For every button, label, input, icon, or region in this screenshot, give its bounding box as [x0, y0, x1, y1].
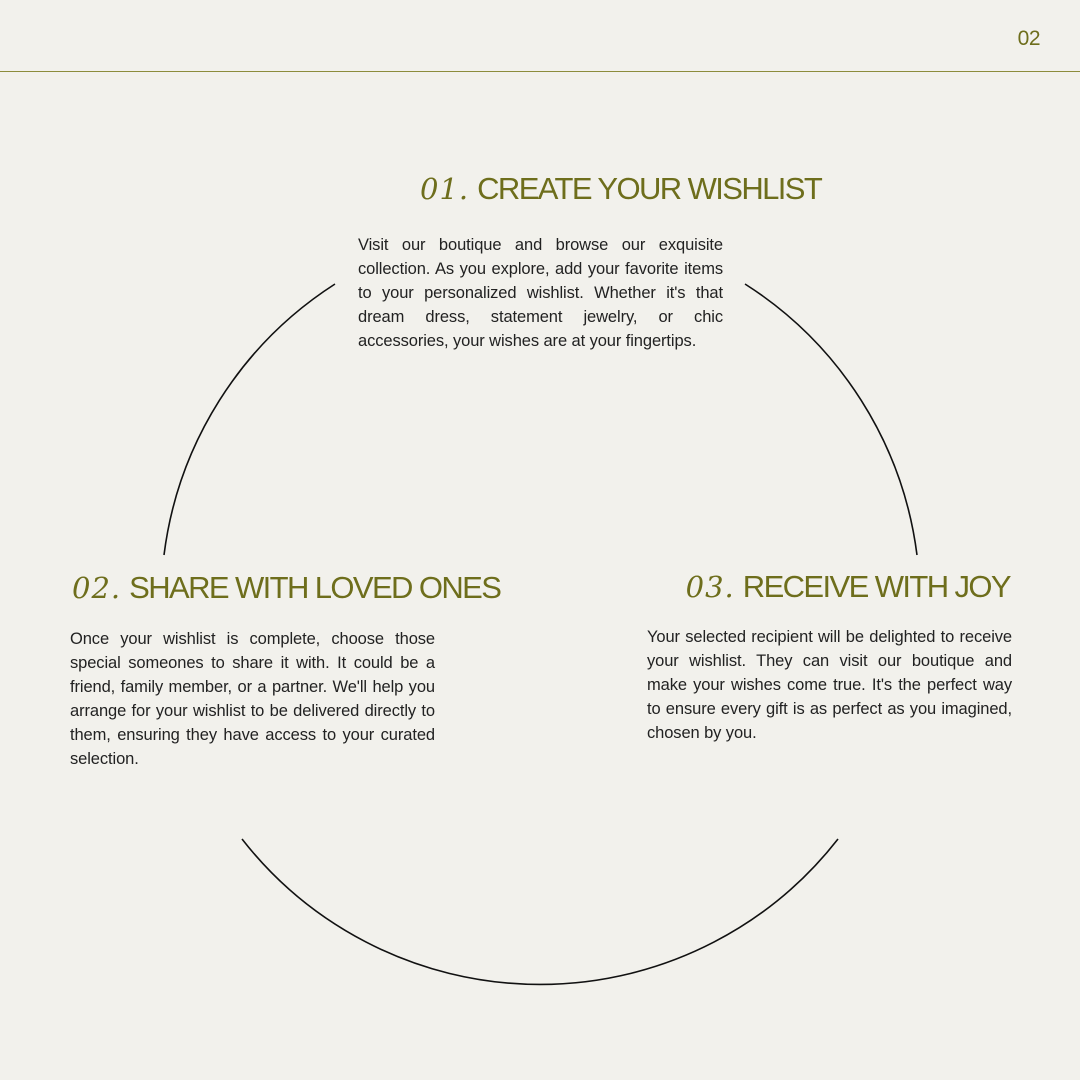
step2-description: Once your wishlist is complete, choose those special someones to share it with. It could be a friend, family member, or a partner. We'll help you arrange for your wishlist to be delivered directly to them, ensuring they have access to your curated selection. — [70, 630, 435, 768]
arc-step1-to-step2 — [164, 284, 335, 555]
step3-number: 03. — [685, 570, 735, 604]
step2-title: SHARE WITH LOVED ONES — [129, 570, 501, 605]
step1-description: Visit our boutique and browse our exquisite collection. As you explore, add your favorite items to your personalized wishlist. Whether it's that dream dress, statement jewelry, or chic accessories, your wishes are at your fingertips. — [358, 236, 723, 350]
step3-heading — [686, 571, 1010, 602]
arc-step1-to-step3 — [745, 284, 917, 555]
step1-number: 01. — [420, 172, 470, 206]
step2-number: 02. — [72, 571, 122, 605]
step1-title: CREATE YOUR WISHLIST — [477, 171, 822, 206]
step1-heading — [420, 173, 821, 204]
step2-heading — [72, 572, 500, 603]
step3-title: RECEIVE WITH JOY — [742, 569, 1010, 604]
page-number: 02 — [1017, 27, 1040, 50]
top-divider — [0, 71, 1080, 72]
arc-step2-to-step3 — [242, 839, 838, 984]
step3-description: Your selected recipient will be delighted to receive your wishlist. They can visit our boutique and make your wishes come true. It's the perfect way to ensure every gift is as perfect as you imagined, chosen by you. — [647, 628, 1012, 742]
